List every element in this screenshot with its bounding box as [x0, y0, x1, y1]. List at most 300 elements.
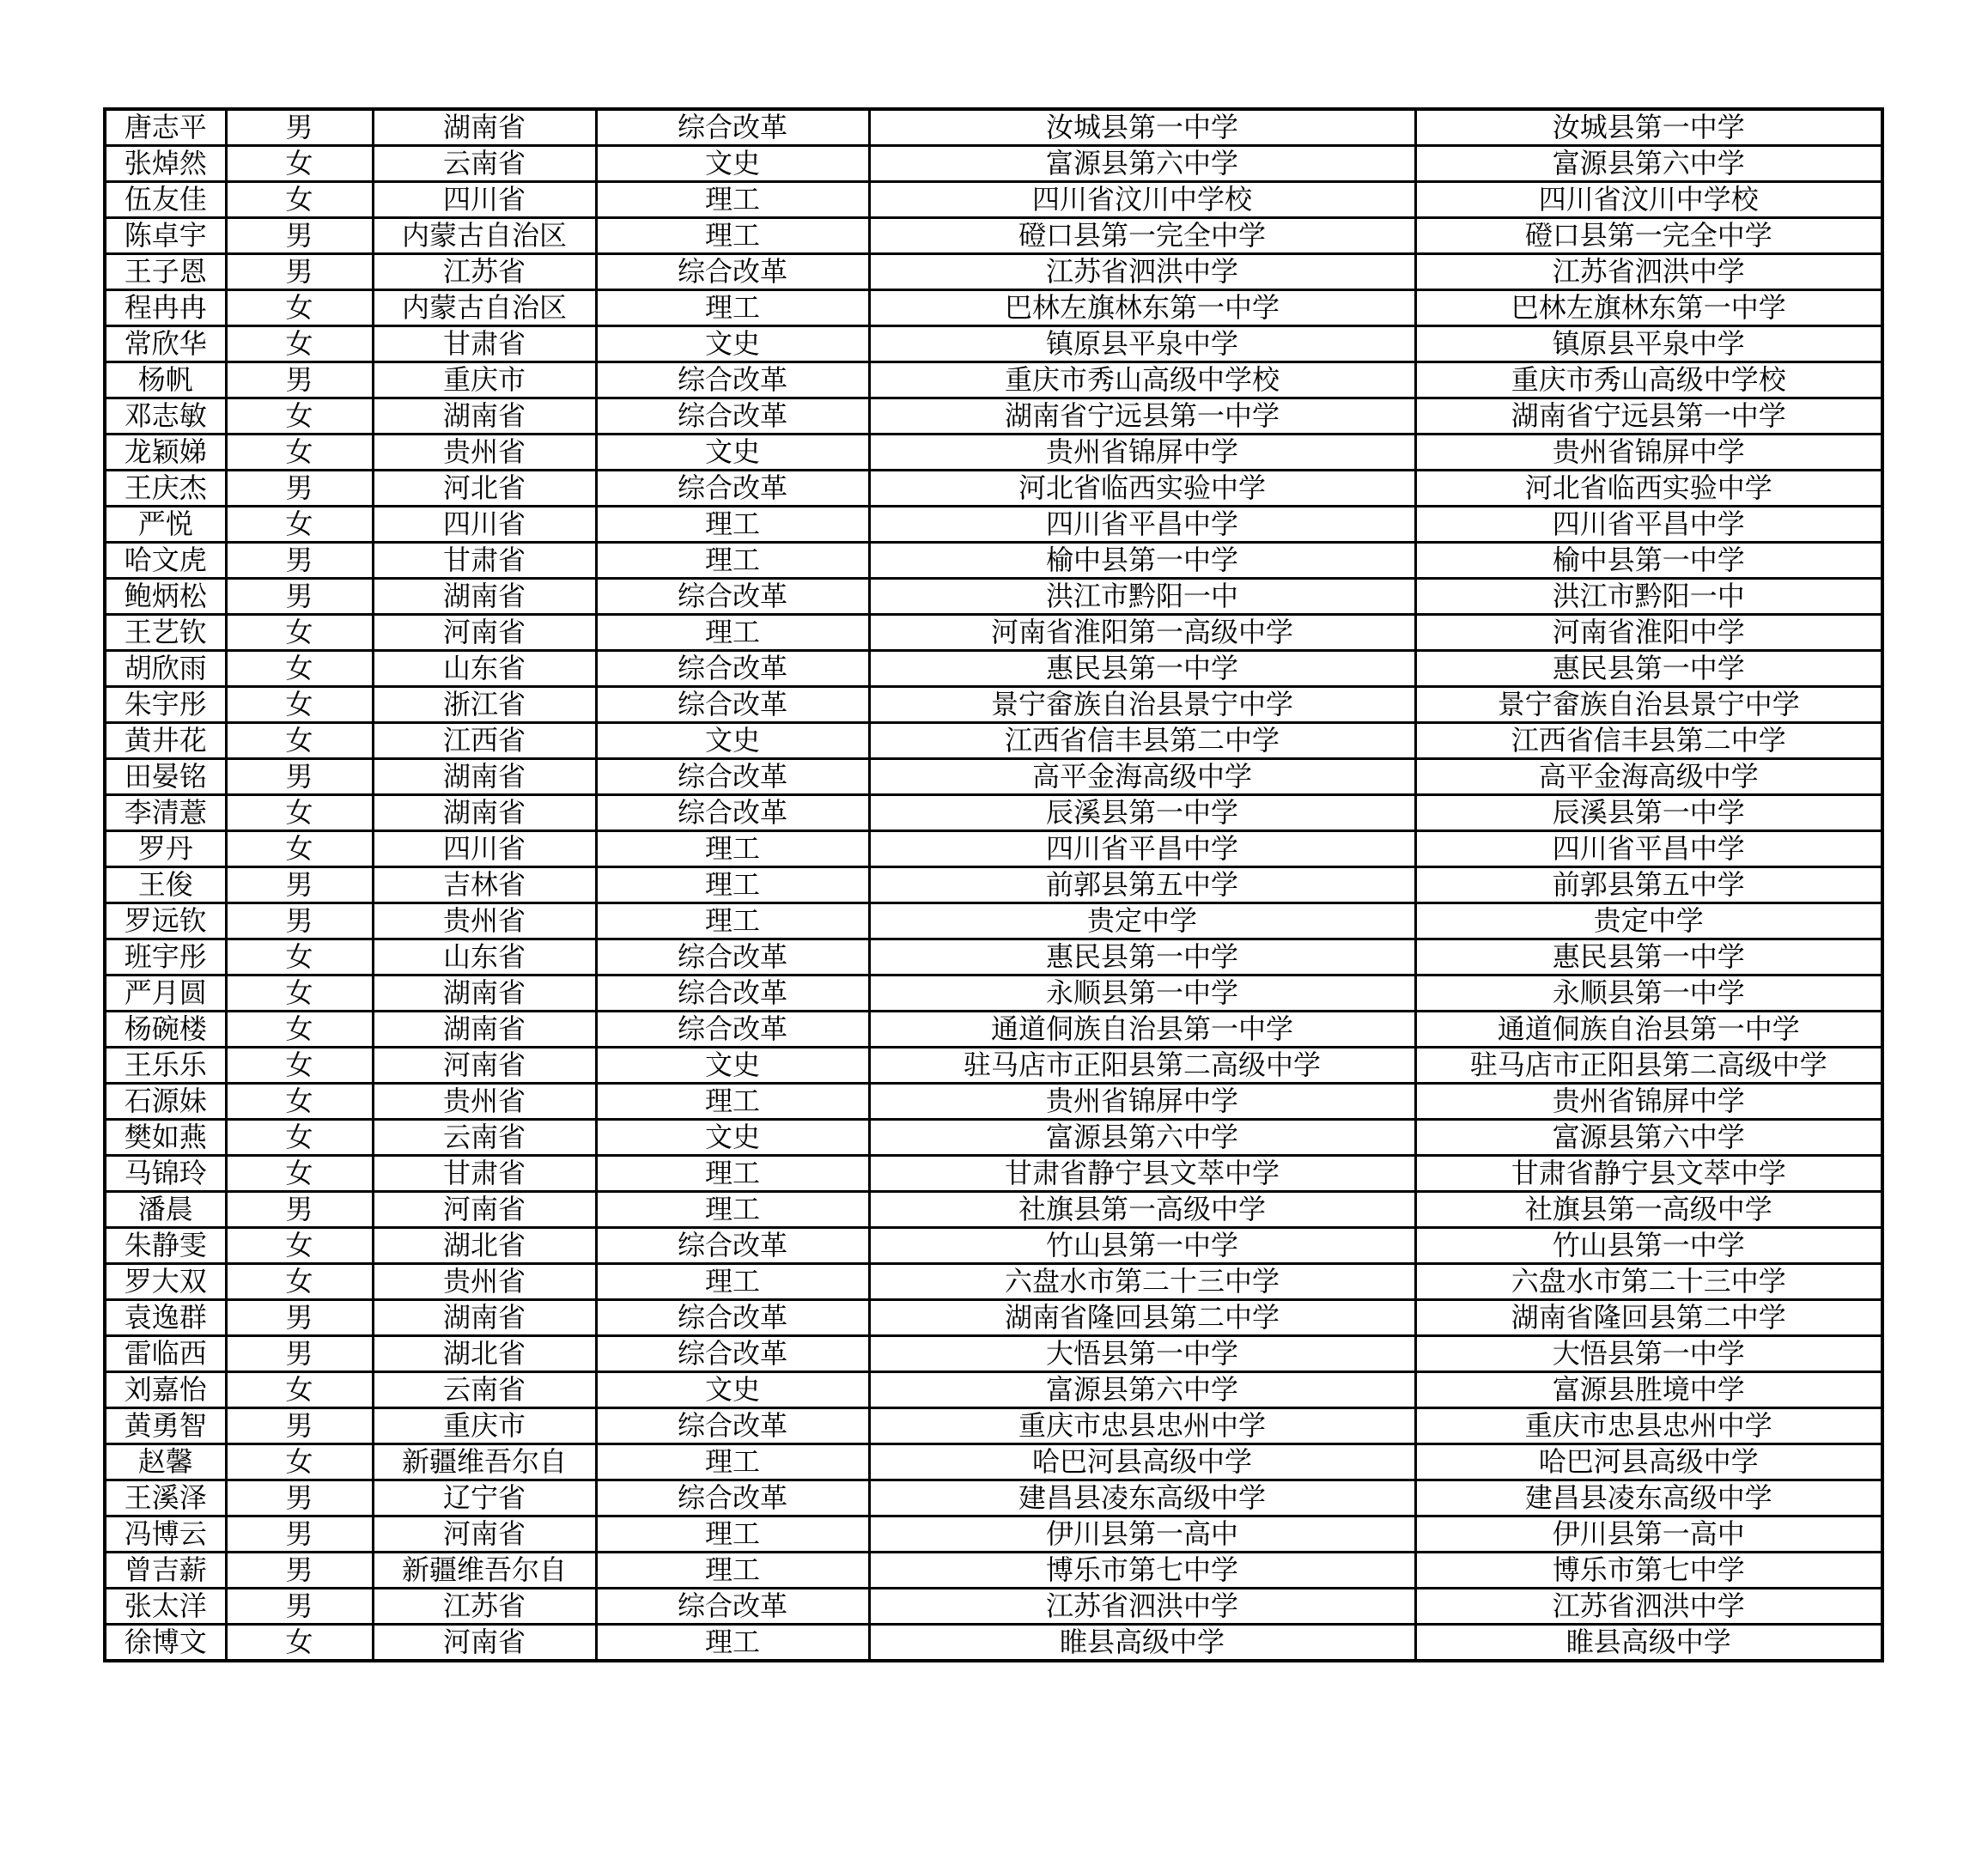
student-roster-table	[103, 107, 1884, 1662]
province-cell: 云南省	[373, 146, 596, 182]
province-cell: 湖北省	[373, 1336, 596, 1372]
gender-cell: 女	[226, 398, 373, 435]
province-cell: 新疆维吾尔自	[373, 1444, 596, 1480]
gender-cell: 男	[226, 1336, 373, 1372]
school-cell: 洪江市黔阳一中	[869, 579, 1415, 615]
student-name-cell: 鲍炳松	[105, 579, 226, 615]
province-cell: 内蒙古自治区	[373, 290, 596, 326]
table-row	[105, 615, 1882, 651]
category-cell: 综合改革	[596, 1012, 869, 1048]
gender-cell: 男	[226, 109, 373, 146]
student-name-cell: 徐博文	[105, 1625, 226, 1662]
school-cell: 富源县第六中学	[869, 1120, 1415, 1156]
school-cell-2: 湖南省宁远县第一中学	[1415, 398, 1882, 435]
table-row	[105, 1192, 1882, 1228]
school-cell-2: 伊川县第一高中	[1415, 1516, 1882, 1553]
gender-cell: 女	[226, 831, 373, 867]
school-cell: 永顺县第一中学	[869, 976, 1415, 1012]
school-cell: 江苏省泗洪中学	[869, 1589, 1415, 1625]
student-name-cell: 杨碗楼	[105, 1012, 226, 1048]
gender-cell: 女	[226, 1444, 373, 1480]
school-cell-2: 景宁畲族自治县景宁中学	[1415, 687, 1882, 723]
gender-cell: 女	[226, 1264, 373, 1300]
school-cell: 重庆市忠县忠州中学	[869, 1408, 1415, 1444]
table-row	[105, 218, 1882, 254]
province-cell: 甘肃省	[373, 326, 596, 362]
gender-cell: 男	[226, 218, 373, 254]
province-cell: 湖南省	[373, 398, 596, 435]
school-cell: 贵州省锦屏中学	[869, 435, 1415, 471]
category-cell: 综合改革	[596, 1589, 869, 1625]
table-row	[105, 1625, 1882, 1662]
school-cell-2: 四川省汶川中学校	[1415, 182, 1882, 218]
student-name-cell: 班宇彤	[105, 939, 226, 976]
gender-cell: 女	[226, 1228, 373, 1264]
school-cell: 建昌县凌东高级中学	[869, 1480, 1415, 1516]
category-cell: 综合改革	[596, 471, 869, 507]
table-row	[105, 1120, 1882, 1156]
student-name-cell: 胡欣雨	[105, 651, 226, 687]
category-cell: 综合改革	[596, 254, 869, 290]
category-cell: 综合改革	[596, 398, 869, 435]
category-cell: 文史	[596, 1120, 869, 1156]
category-cell: 理工	[596, 1444, 869, 1480]
province-cell: 贵州省	[373, 435, 596, 471]
school-cell: 湖南省隆回县第二中学	[869, 1300, 1415, 1336]
table-row	[105, 1589, 1882, 1625]
category-cell: 综合改革	[596, 976, 869, 1012]
gender-cell: 女	[226, 1372, 373, 1408]
student-name-cell: 刘嘉怡	[105, 1372, 226, 1408]
school-cell-2: 哈巴河县高级中学	[1415, 1444, 1882, 1480]
gender-cell: 女	[226, 507, 373, 543]
school-cell-2: 睢县高级中学	[1415, 1625, 1882, 1662]
school-cell-2: 汝城县第一中学	[1415, 109, 1882, 146]
province-cell: 新疆维吾尔自	[373, 1553, 596, 1589]
province-cell: 云南省	[373, 1372, 596, 1408]
student-name-cell: 王艺钦	[105, 615, 226, 651]
table-row	[105, 1444, 1882, 1480]
table-row	[105, 254, 1882, 290]
gender-cell: 女	[226, 1120, 373, 1156]
category-cell: 理工	[596, 615, 869, 651]
school-cell-2: 镇原县平泉中学	[1415, 326, 1882, 362]
student-name-cell: 常欣华	[105, 326, 226, 362]
student-name-cell: 罗丹	[105, 831, 226, 867]
student-name-cell: 雷临西	[105, 1336, 226, 1372]
student-name-cell: 王庆杰	[105, 471, 226, 507]
gender-cell: 女	[226, 1084, 373, 1120]
category-cell: 理工	[596, 1192, 869, 1228]
school-cell-2: 惠民县第一中学	[1415, 939, 1882, 976]
province-cell: 贵州省	[373, 903, 596, 939]
student-name-cell: 严月圆	[105, 976, 226, 1012]
table-row	[105, 471, 1882, 507]
category-cell: 综合改革	[596, 1336, 869, 1372]
category-cell: 理工	[596, 1553, 869, 1589]
roster-body	[105, 109, 1882, 1661]
province-cell: 甘肃省	[373, 543, 596, 579]
gender-cell: 女	[226, 435, 373, 471]
student-name-cell: 黄勇智	[105, 1408, 226, 1444]
category-cell: 综合改革	[596, 759, 869, 795]
student-name-cell: 樊如燕	[105, 1120, 226, 1156]
school-cell: 景宁畲族自治县景宁中学	[869, 687, 1415, 723]
category-cell: 理工	[596, 903, 869, 939]
table-row	[105, 723, 1882, 759]
table-row	[105, 867, 1882, 903]
gender-cell: 女	[226, 651, 373, 687]
table-row	[105, 398, 1882, 435]
student-name-cell: 杨帆	[105, 362, 226, 398]
table-row	[105, 1012, 1882, 1048]
table-row	[105, 1300, 1882, 1336]
province-cell: 江苏省	[373, 1589, 596, 1625]
student-name-cell: 潘晨	[105, 1192, 226, 1228]
student-name-cell: 朱静雯	[105, 1228, 226, 1264]
school-cell-2: 榆中县第一中学	[1415, 543, 1882, 579]
province-cell: 重庆市	[373, 362, 596, 398]
school-cell: 社旗县第一高级中学	[869, 1192, 1415, 1228]
province-cell: 河北省	[373, 471, 596, 507]
category-cell: 综合改革	[596, 1480, 869, 1516]
table-row	[105, 687, 1882, 723]
gender-cell: 女	[226, 723, 373, 759]
province-cell: 河南省	[373, 1192, 596, 1228]
school-cell: 哈巴河县高级中学	[869, 1444, 1415, 1480]
gender-cell: 女	[226, 326, 373, 362]
province-cell: 江苏省	[373, 254, 596, 290]
category-cell: 理工	[596, 1156, 869, 1192]
school-cell-2: 洪江市黔阳一中	[1415, 579, 1882, 615]
category-cell: 理工	[596, 867, 869, 903]
school-cell-2: 四川省平昌中学	[1415, 831, 1882, 867]
gender-cell: 男	[226, 1553, 373, 1589]
school-cell-2: 富源县第六中学	[1415, 146, 1882, 182]
gender-cell: 女	[226, 795, 373, 831]
school-cell-2: 河北省临西实验中学	[1415, 471, 1882, 507]
student-name-cell: 石源妹	[105, 1084, 226, 1120]
province-cell: 云南省	[373, 1120, 596, 1156]
table-row	[105, 831, 1882, 867]
gender-cell: 女	[226, 976, 373, 1012]
province-cell: 四川省	[373, 182, 596, 218]
school-cell: 六盘水市第二十三中学	[869, 1264, 1415, 1300]
school-cell: 贵定中学	[869, 903, 1415, 939]
school-cell-2: 惠民县第一中学	[1415, 651, 1882, 687]
school-cell: 巴林左旗林东第一中学	[869, 290, 1415, 326]
province-cell: 湖南省	[373, 795, 596, 831]
student-name-cell: 李清薏	[105, 795, 226, 831]
province-cell: 湖南省	[373, 976, 596, 1012]
school-cell: 前郭县第五中学	[869, 867, 1415, 903]
student-name-cell: 唐志平	[105, 109, 226, 146]
school-cell: 磴口县第一完全中学	[869, 218, 1415, 254]
school-cell: 竹山县第一中学	[869, 1228, 1415, 1264]
school-cell: 富源县第六中学	[869, 1372, 1415, 1408]
category-cell: 文史	[596, 146, 869, 182]
table-row	[105, 759, 1882, 795]
province-cell: 吉林省	[373, 867, 596, 903]
school-cell-2: 江苏省泗洪中学	[1415, 1589, 1882, 1625]
school-cell: 甘肃省静宁县文萃中学	[869, 1156, 1415, 1192]
category-cell: 综合改革	[596, 362, 869, 398]
school-cell-2: 甘肃省静宁县文萃中学	[1415, 1156, 1882, 1192]
category-cell: 理工	[596, 218, 869, 254]
gender-cell: 男	[226, 867, 373, 903]
gender-cell: 女	[226, 1156, 373, 1192]
category-cell: 理工	[596, 543, 869, 579]
table-row	[105, 1408, 1882, 1444]
student-name-cell: 王乐乐	[105, 1048, 226, 1084]
table-row	[105, 1228, 1882, 1264]
province-cell: 河南省	[373, 1516, 596, 1553]
category-cell: 文史	[596, 435, 869, 471]
school-cell-2: 贵州省锦屏中学	[1415, 1084, 1882, 1120]
province-cell: 浙江省	[373, 687, 596, 723]
province-cell: 湖南省	[373, 109, 596, 146]
school-cell-2: 前郭县第五中学	[1415, 867, 1882, 903]
category-cell: 综合改革	[596, 109, 869, 146]
table-row	[105, 146, 1882, 182]
category-cell: 文史	[596, 723, 869, 759]
table-row	[105, 1480, 1882, 1516]
table-row	[105, 362, 1882, 398]
student-name-cell: 马锦玲	[105, 1156, 226, 1192]
student-name-cell: 冯博云	[105, 1516, 226, 1553]
student-name-cell: 黄井花	[105, 723, 226, 759]
table-row	[105, 1156, 1882, 1192]
school-cell-2: 驻马店市正阳县第二高级中学	[1415, 1048, 1882, 1084]
school-cell-2: 河南省淮阳中学	[1415, 615, 1882, 651]
category-cell: 文史	[596, 1048, 869, 1084]
student-name-cell: 龙颖娣	[105, 435, 226, 471]
table-row	[105, 1516, 1882, 1553]
category-cell: 综合改革	[596, 687, 869, 723]
table-row	[105, 1084, 1882, 1120]
school-cell: 惠民县第一中学	[869, 651, 1415, 687]
school-cell-2: 高平金海高级中学	[1415, 759, 1882, 795]
province-cell: 重庆市	[373, 1408, 596, 1444]
gender-cell: 男	[226, 579, 373, 615]
province-cell: 湖南省	[373, 579, 596, 615]
category-cell: 文史	[596, 326, 869, 362]
gender-cell: 男	[226, 759, 373, 795]
gender-cell: 女	[226, 182, 373, 218]
table-row	[105, 1553, 1882, 1589]
school-cell-2: 重庆市秀山高级中学校	[1415, 362, 1882, 398]
school-cell-2: 六盘水市第二十三中学	[1415, 1264, 1882, 1300]
school-cell-2: 重庆市忠县忠州中学	[1415, 1408, 1882, 1444]
student-name-cell: 罗大双	[105, 1264, 226, 1300]
school-cell: 榆中县第一中学	[869, 543, 1415, 579]
gender-cell: 男	[226, 903, 373, 939]
category-cell: 文史	[596, 1372, 869, 1408]
gender-cell: 女	[226, 615, 373, 651]
school-cell: 睢县高级中学	[869, 1625, 1415, 1662]
student-name-cell: 邓志敏	[105, 398, 226, 435]
table-row	[105, 1264, 1882, 1300]
category-cell: 综合改革	[596, 795, 869, 831]
table-row	[105, 795, 1882, 831]
category-cell: 理工	[596, 182, 869, 218]
school-cell-2: 富源县第六中学	[1415, 1120, 1882, 1156]
school-cell-2: 江西省信丰县第二中学	[1415, 723, 1882, 759]
gender-cell: 男	[226, 1589, 373, 1625]
school-cell-2: 博乐市第七中学	[1415, 1553, 1882, 1589]
province-cell: 湖南省	[373, 1012, 596, 1048]
student-name-cell: 严悦	[105, 507, 226, 543]
table-row	[105, 435, 1882, 471]
school-cell: 河北省临西实验中学	[869, 471, 1415, 507]
category-cell: 综合改革	[596, 939, 869, 976]
school-cell: 贵州省锦屏中学	[869, 1084, 1415, 1120]
school-cell: 江苏省泗洪中学	[869, 254, 1415, 290]
school-cell: 湖南省宁远县第一中学	[869, 398, 1415, 435]
gender-cell: 男	[226, 362, 373, 398]
province-cell: 贵州省	[373, 1264, 596, 1300]
province-cell: 河南省	[373, 1625, 596, 1662]
gender-cell: 男	[226, 1516, 373, 1553]
student-name-cell: 朱宇彤	[105, 687, 226, 723]
school-cell: 汝城县第一中学	[869, 109, 1415, 146]
table-row	[105, 579, 1882, 615]
category-cell: 理工	[596, 1264, 869, 1300]
student-name-cell: 田晏铭	[105, 759, 226, 795]
province-cell: 江西省	[373, 723, 596, 759]
province-cell: 湖北省	[373, 1228, 596, 1264]
school-cell-2: 湖南省隆回县第二中学	[1415, 1300, 1882, 1336]
table-row	[105, 507, 1882, 543]
table-row	[105, 1336, 1882, 1372]
province-cell: 河南省	[373, 1048, 596, 1084]
gender-cell: 女	[226, 1012, 373, 1048]
school-cell: 伊川县第一高中	[869, 1516, 1415, 1553]
category-cell: 综合改革	[596, 1228, 869, 1264]
table-row	[105, 290, 1882, 326]
school-cell-2: 建昌县凌东高级中学	[1415, 1480, 1882, 1516]
student-name-cell: 张太洋	[105, 1589, 226, 1625]
province-cell: 内蒙古自治区	[373, 218, 596, 254]
table-row	[105, 1048, 1882, 1084]
student-name-cell: 赵馨	[105, 1444, 226, 1480]
gender-cell: 女	[226, 146, 373, 182]
province-cell: 山东省	[373, 939, 596, 976]
gender-cell: 男	[226, 1300, 373, 1336]
student-name-cell: 袁逸群	[105, 1300, 226, 1336]
school-cell-2: 富源县胜境中学	[1415, 1372, 1882, 1408]
province-cell: 湖南省	[373, 1300, 596, 1336]
province-cell: 辽宁省	[373, 1480, 596, 1516]
table-row	[105, 543, 1882, 579]
province-cell: 四川省	[373, 507, 596, 543]
school-cell: 江西省信丰县第二中学	[869, 723, 1415, 759]
category-cell: 理工	[596, 1084, 869, 1120]
category-cell: 理工	[596, 1516, 869, 1553]
student-name-cell: 王溪泽	[105, 1480, 226, 1516]
school-cell: 富源县第六中学	[869, 146, 1415, 182]
table-row	[105, 326, 1882, 362]
student-name-cell: 罗远钦	[105, 903, 226, 939]
table-row	[105, 903, 1882, 939]
province-cell: 山东省	[373, 651, 596, 687]
province-cell: 甘肃省	[373, 1156, 596, 1192]
student-name-cell: 哈文虎	[105, 543, 226, 579]
gender-cell: 男	[226, 1480, 373, 1516]
table-row	[105, 1372, 1882, 1408]
gender-cell: 女	[226, 1625, 373, 1662]
student-name-cell: 程冉冉	[105, 290, 226, 326]
table-row	[105, 109, 1882, 146]
student-name-cell: 王子恩	[105, 254, 226, 290]
school-cell: 辰溪县第一中学	[869, 795, 1415, 831]
student-name-cell: 张焯然	[105, 146, 226, 182]
gender-cell: 女	[226, 290, 373, 326]
gender-cell: 女	[226, 939, 373, 976]
school-cell: 四川省平昌中学	[869, 507, 1415, 543]
school-cell-2: 大悟县第一中学	[1415, 1336, 1882, 1372]
student-name-cell: 王俊	[105, 867, 226, 903]
school-cell: 驻马店市正阳县第二高级中学	[869, 1048, 1415, 1084]
school-cell: 惠民县第一中学	[869, 939, 1415, 976]
province-cell: 湖南省	[373, 759, 596, 795]
school-cell: 高平金海高级中学	[869, 759, 1415, 795]
school-cell: 博乐市第七中学	[869, 1553, 1415, 1589]
category-cell: 理工	[596, 507, 869, 543]
school-cell-2: 巴林左旗林东第一中学	[1415, 290, 1882, 326]
student-name-cell: 曾吉薪	[105, 1553, 226, 1589]
gender-cell: 男	[226, 254, 373, 290]
gender-cell: 男	[226, 1408, 373, 1444]
category-cell: 理工	[596, 1625, 869, 1662]
category-cell: 综合改革	[596, 1408, 869, 1444]
school-cell: 重庆市秀山高级中学校	[869, 362, 1415, 398]
province-cell: 河南省	[373, 615, 596, 651]
school-cell-2: 贵定中学	[1415, 903, 1882, 939]
gender-cell: 男	[226, 471, 373, 507]
category-cell: 理工	[596, 290, 869, 326]
student-name-cell: 伍友佳	[105, 182, 226, 218]
school-cell-2: 磴口县第一完全中学	[1415, 218, 1882, 254]
school-cell-2: 通道侗族自治县第一中学	[1415, 1012, 1882, 1048]
gender-cell: 女	[226, 1048, 373, 1084]
school-cell: 四川省汶川中学校	[869, 182, 1415, 218]
table-row	[105, 976, 1882, 1012]
school-cell: 河南省淮阳第一高级中学	[869, 615, 1415, 651]
province-cell: 四川省	[373, 831, 596, 867]
school-cell-2: 社旗县第一高级中学	[1415, 1192, 1882, 1228]
school-cell: 通道侗族自治县第一中学	[869, 1012, 1415, 1048]
category-cell: 综合改革	[596, 1300, 869, 1336]
table-row	[105, 939, 1882, 976]
table-row	[105, 182, 1882, 218]
student-name-cell: 陈卓宇	[105, 218, 226, 254]
category-cell: 理工	[596, 831, 869, 867]
school-cell-2: 四川省平昌中学	[1415, 507, 1882, 543]
gender-cell: 女	[226, 687, 373, 723]
school-cell-2: 永顺县第一中学	[1415, 976, 1882, 1012]
province-cell: 贵州省	[373, 1084, 596, 1120]
school-cell-2: 竹山县第一中学	[1415, 1228, 1882, 1264]
table-row	[105, 651, 1882, 687]
school-cell: 四川省平昌中学	[869, 831, 1415, 867]
school-cell: 大悟县第一中学	[869, 1336, 1415, 1372]
category-cell: 综合改革	[596, 579, 869, 615]
gender-cell: 男	[226, 1192, 373, 1228]
category-cell: 综合改革	[596, 651, 869, 687]
school-cell-2: 江苏省泗洪中学	[1415, 254, 1882, 290]
school-cell-2: 辰溪县第一中学	[1415, 795, 1882, 831]
